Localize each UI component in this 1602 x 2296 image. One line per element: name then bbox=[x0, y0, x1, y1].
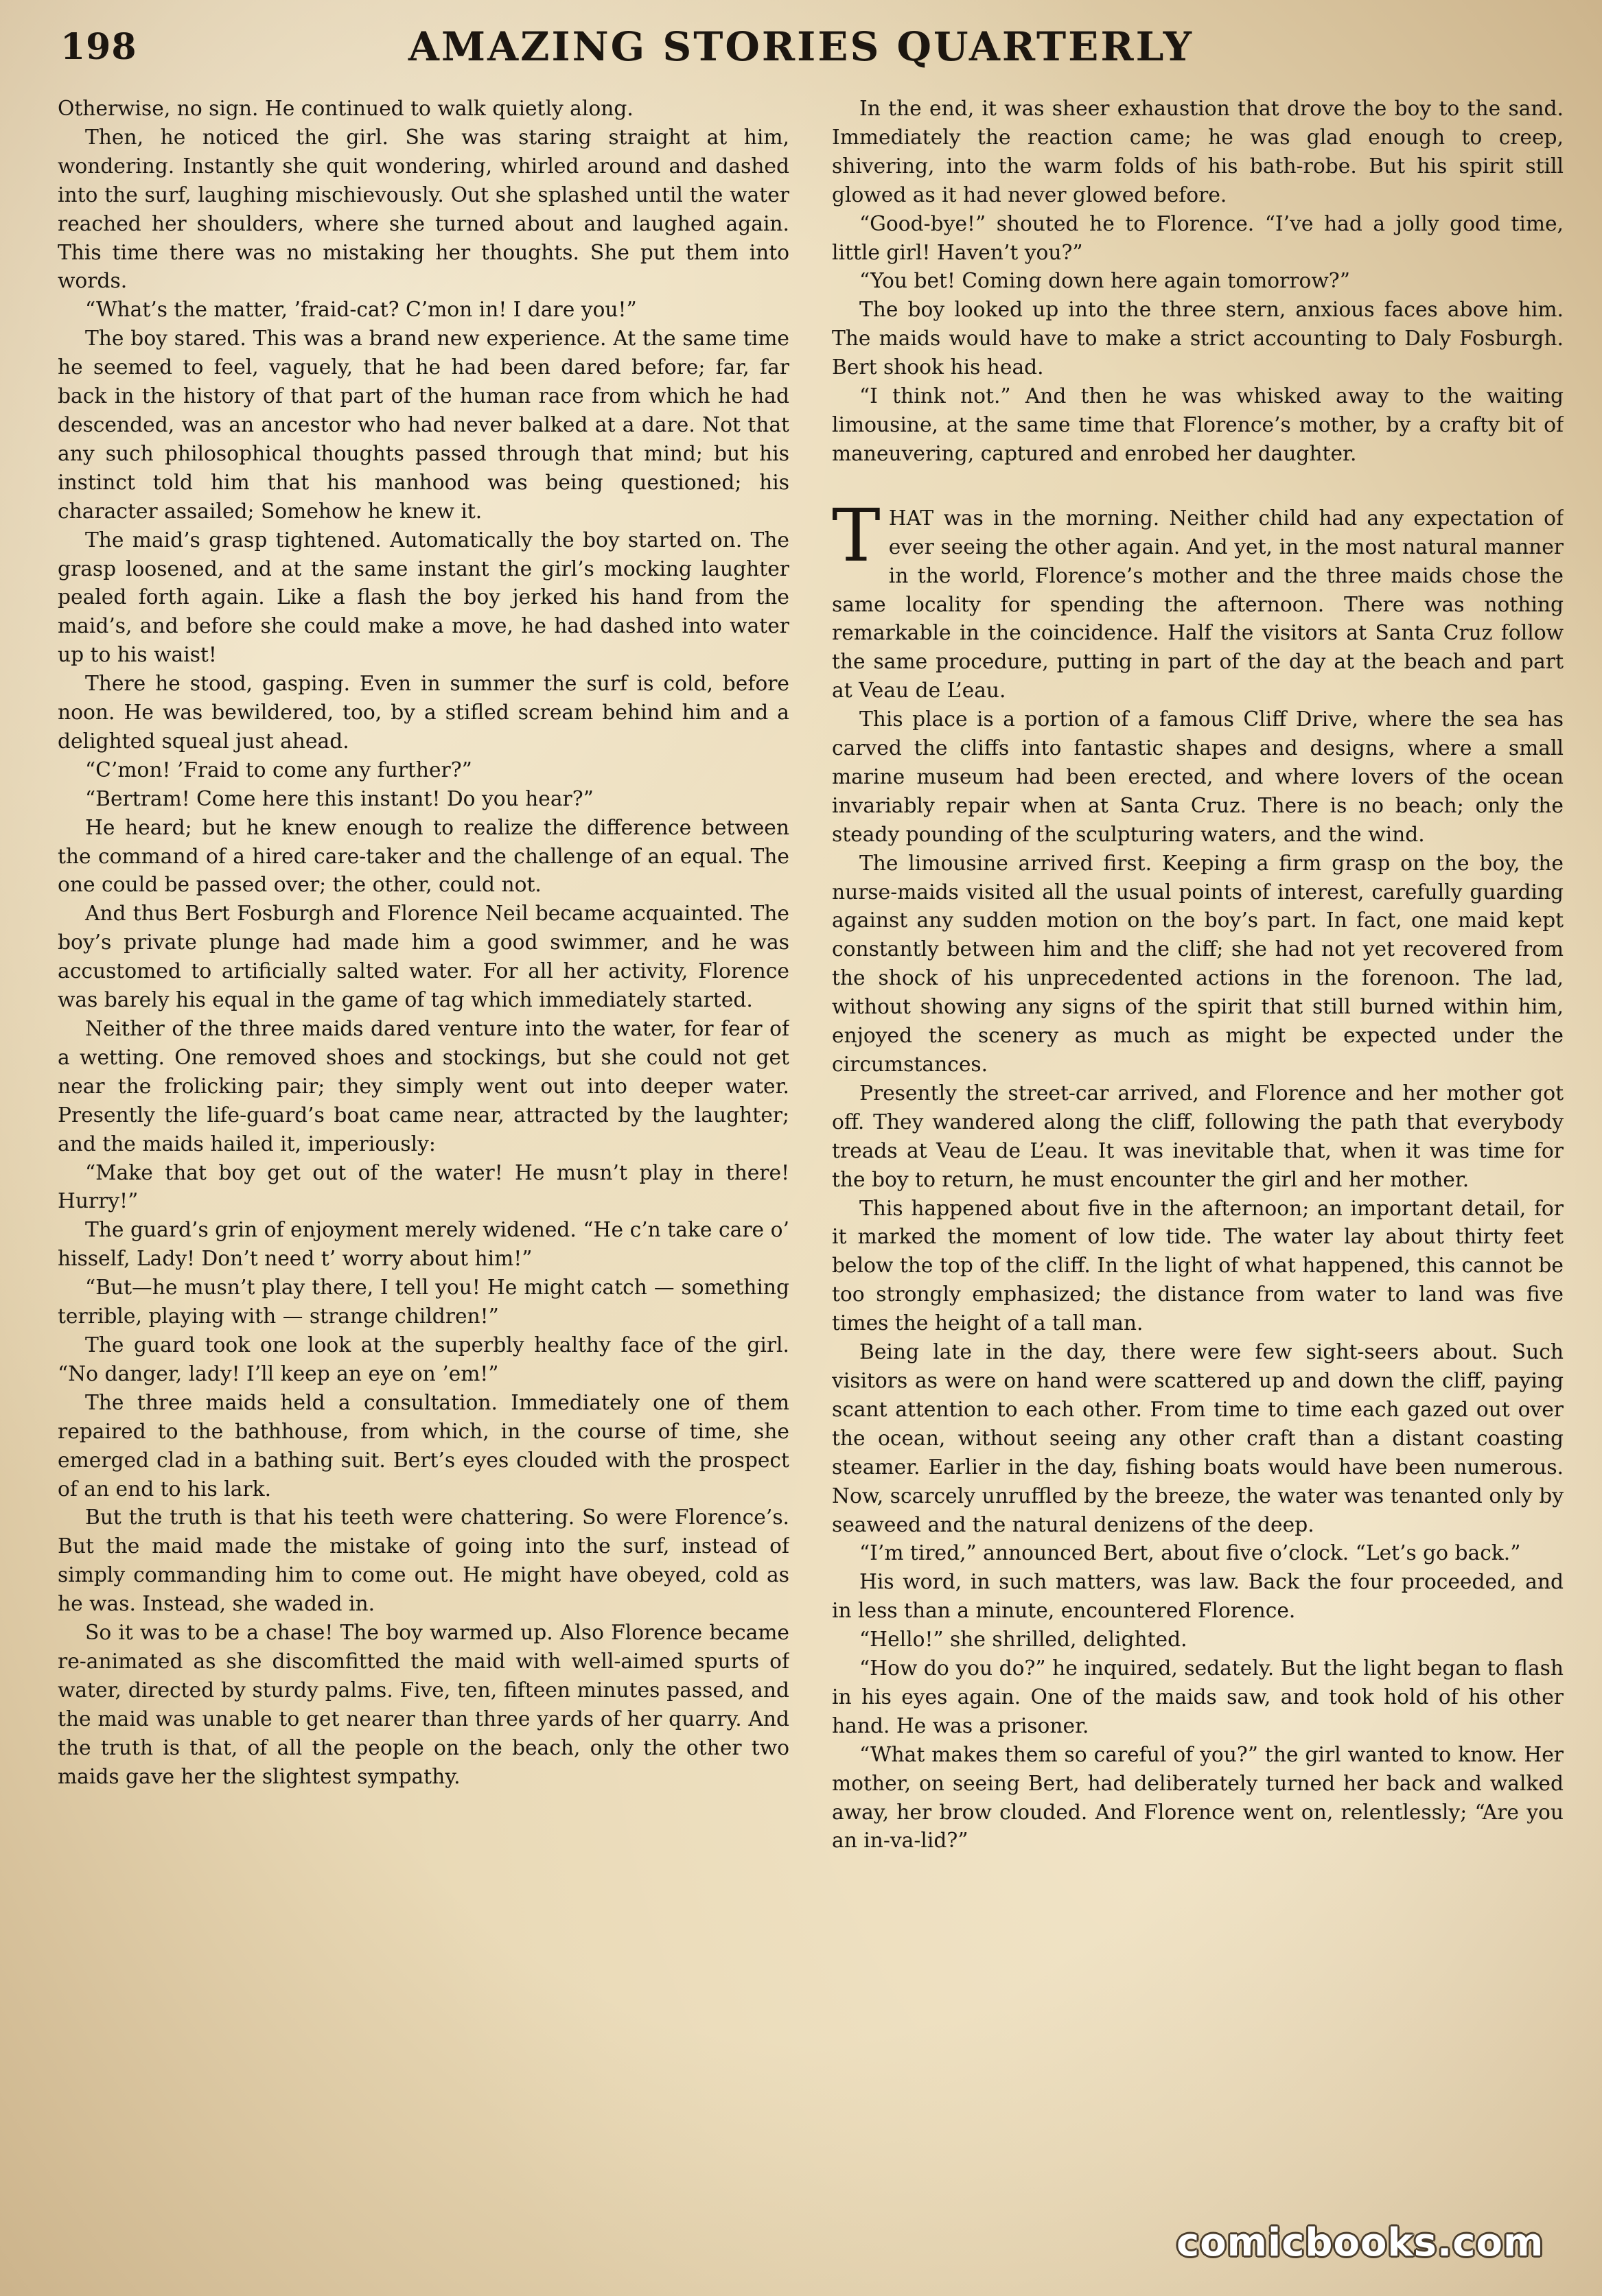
paragraph: Then, he noticed the girl. She was staring straight at him, wondering. Instantly she quit wondering, whirled around and dashed into the surf, laughing mischievously. Out she splashed until the water reached her shoulders, where she turned about and laughed again. This time there was no mistaking her thoughts. She put them into words. bbox=[58, 125, 789, 294]
paragraph: “C’mon! ’Fraid to come any further?” bbox=[85, 758, 472, 782]
drop-cap-paragraph bbox=[832, 493, 1564, 705]
paragraph: “What’s the matter, ’fraid-cat? C’mon in! I dare you!” bbox=[85, 298, 637, 323]
paragraph: “What makes them so careful of you?” the girl wanted to know. Her mother, on seeing Bert, had deliberately turned her back and walked away, her brow clouded. And Florence went on, relentlessly; “Are you an in-va-lid?” bbox=[832, 1742, 1564, 1853]
paragraph: “Make that boy get out of the water! He musn’t play in there! Hurry!” bbox=[58, 1160, 789, 1214]
magazine-title: AMAZING STORIES QUARTERLY bbox=[408, 23, 1194, 70]
paragraph: Otherwise, no sign. He continued to walk quietly along. bbox=[58, 97, 634, 121]
page-number: 198 bbox=[60, 26, 137, 68]
paragraph: “Hello!” she shrilled, delighted. bbox=[859, 1628, 1187, 1652]
paragraph: “I’m tired,” announced Bert, about five o’clock. “Let’s go back.” bbox=[859, 1541, 1521, 1566]
paragraph: And thus Bert Fosburgh and Florence Neil became acquainted. The boy’s private plunge had made him a good swimmer, and he was accustomed to artificially salted water. For all her activity, Florence was barely his equal in the game of tag which immediately started. bbox=[58, 902, 789, 1013]
paragraph: The boy stared. This was a brand new experience. At the same time he seemed to feel, vaguely, that he had been dared before; far, far back in the history of that part of the human race from which he had descended, was an ancestor who had never balked at a dare. Not that any such philosophical thoughts passed through that mind; but his instinct told him that his manhood was being questioned; his character assailed; Somehow he knew it. bbox=[58, 327, 789, 524]
paragraph: “You bet! Coming down here again tomorrow?” bbox=[859, 269, 1350, 294]
drop-cap-paragraph-text: HAT was in the morning. Neither child had any expectation of ever seeing the other again. And yet, in the most natural manner in the world, Florence’s mother and the three maids chose the same locality for spending the afternoon. There was nothing remarkable in the coincidence. Half the visitors at Santa Cruz follow the same procedure, putting in part of the day at the beach and part at Veau de L’eau. bbox=[832, 506, 1564, 703]
paragraph: The limousine arrived first. Keeping a firm grasp on the boy, the nurse-maids visited all the usual points of interest, carefully guarding against any sudden motion on the boy’s part. In fact, one maid kept constantly between him and the cliff; she had not yet recovered from the shock of his unprecedented actions in the forenoon. The lad, without showing any signs of the spirit that still burned within him, enjoyed the scenery as much as might be expected under the circumstances. bbox=[832, 851, 1564, 1077]
section-break bbox=[832, 469, 1564, 504]
paragraph: The boy looked up into the three stern, anxious faces above him. The maids would have to make a strict accounting to Daly Fosburgh. Bert shook his head. bbox=[832, 298, 1564, 380]
paragraph: But the truth is that his teeth were chattering. So were Florence’s. But the maid made the mistake of going into the surf, instead of simply commanding him to come out. He might have obeyed, cold as he was. Instead, she waded in. bbox=[58, 1506, 789, 1617]
drop-cap-letter: T bbox=[832, 493, 881, 578]
paragraph: “How do you do?” he inquired, sedately. But the light began to flash in his eyes again. One of the maids saw, and took hold of his other hand. He was a prisoner. bbox=[832, 1656, 1564, 1738]
paragraph: Neither of the three maids dared venture into the water, for fear of a wetting. One removed shoes and stockings, but she could not get near the frolicking pair; they simply went out into deeper water. Presently the life-guard’s boat came near, attracted by the laughter; and the maids hailed it, imperiously: bbox=[58, 1017, 789, 1156]
paragraph: He heard; but he knew enough to realize the difference between the command of a hired care-taker and the challenge of an equal. The one could be passed over; the other, could not. bbox=[58, 815, 789, 898]
paragraph: “Bertram! Come here this instant! Do you hear?” bbox=[85, 786, 594, 811]
paragraph: “I think not.” And then he was whisked away to the waiting limousine, at the same time that Florence’s mother, by a crafty bit of maneuvering, captured and enrobed her daughter. bbox=[832, 384, 1564, 466]
paragraph: “But—he musn’t play there, I tell you! He might catch — something terrible, playing with — strange children!” bbox=[58, 1276, 789, 1329]
paragraph: Being late in the day, there were few sight-seers about. Such visitors as were on hand were scattered up and down the cliff, paying scant attention to each other. From time to time each gazed out over the ocean, without seeing any other craft than a distant coasting steamer. Earlier in the day, fishing boats would have been numerous. Now, scarcely unruffled by the breeze, the water was tenanted only by seaweed and the natural denizens of the deep. bbox=[832, 1340, 1564, 1537]
paragraph: This happened about five in the afternoon; an important detail, for it marked the moment of low tide. The water lay about thirty feet below the top of the cliff. In the light of what happened, this cannot be too strongly emphasized; the distance from water to land was five times the height of a tall man. bbox=[832, 1196, 1564, 1336]
paragraph: In the end, it was sheer exhaustion that drove the boy to the sand. Immediately the reaction came; he was glad enough to creep, shivering, into the warm folds of his bath-robe. But his spirit still glowed as it had never glowed before. bbox=[832, 97, 1564, 207]
paragraph: “Good-bye!” shouted he to Florence. “I’ve had a jolly good time, little girl! Haven’t you?” bbox=[832, 211, 1564, 265]
page-header bbox=[0, 21, 1602, 82]
paragraph: This place is a portion of a famous Cliff Drive, where the sea has carved the cliffs into fantastic shapes and designs, where a small marine museum had been erected, and where lovers of the ocean invariably repair when at Santa Cruz. There is no beach; only the steady pounding of the sculpturing waters, and the wind. bbox=[832, 707, 1564, 847]
paragraph: Presently the street-car arrived, and Florence and her mother got off. They wandered along the cliff, following the path that everybody treads at Veau de L’eau. It was inevitable that, when it was time for the boy to return, he must encounter the girl and her mother. bbox=[832, 1081, 1564, 1192]
paragraph: So it was to be a chase! The boy warmed up. Also Florence became re-animated as she discomfitted the maid with well-aimed spurts of water, directed by sturdy palms. Five, ten, fifteen minutes passed, and the maid was unable to get nearer than three yards of her quarry. And the truth is that, of all the people on the beach, only the other two maids gave her the slightest sympathy. bbox=[58, 1621, 789, 1789]
paragraph: The guard took one look at the superbly healthy face of the girl. “No danger, lady! I’ll keep an eye on ’em!” bbox=[58, 1333, 789, 1386]
paragraph: The guard’s grin of enjoyment merely widened. “He c’n take care o’ hisself, Lady! Don’t need t’ worry about him!” bbox=[58, 1218, 789, 1272]
paragraph: There he stood, gasping. Even in summer the surf is cold, before noon. He was bewildered, too, by a stifled scream behind him and a delighted squeal just ahead. bbox=[58, 672, 789, 753]
right-column bbox=[832, 95, 1564, 2208]
paragraph: The maid’s grasp tightened. Automatically the boy started on. The grasp loosened, and at the same instant the girl’s mocking laughter pealed forth again. Like a flash the boy jerked his hand from the maid’s, and before she could make a move, he had dashed into water up to his waist! bbox=[58, 528, 789, 668]
paragraph: The three maids held a consultation. Immediately one of them repaired to the bathhouse, from which, in the course of time, she emerged clad in a bathing suit. Bert’s eyes clouded with the prospect of an end to his lark. bbox=[58, 1390, 789, 1501]
paragraph: His word, in such matters, was law. Back the four proceeded, and in less than a minute, encountered Florence. bbox=[832, 1570, 1564, 1624]
watermark: comicbooks.com bbox=[1176, 2221, 1544, 2265]
left-column bbox=[58, 95, 789, 2208]
text-columns bbox=[58, 95, 1568, 2208]
